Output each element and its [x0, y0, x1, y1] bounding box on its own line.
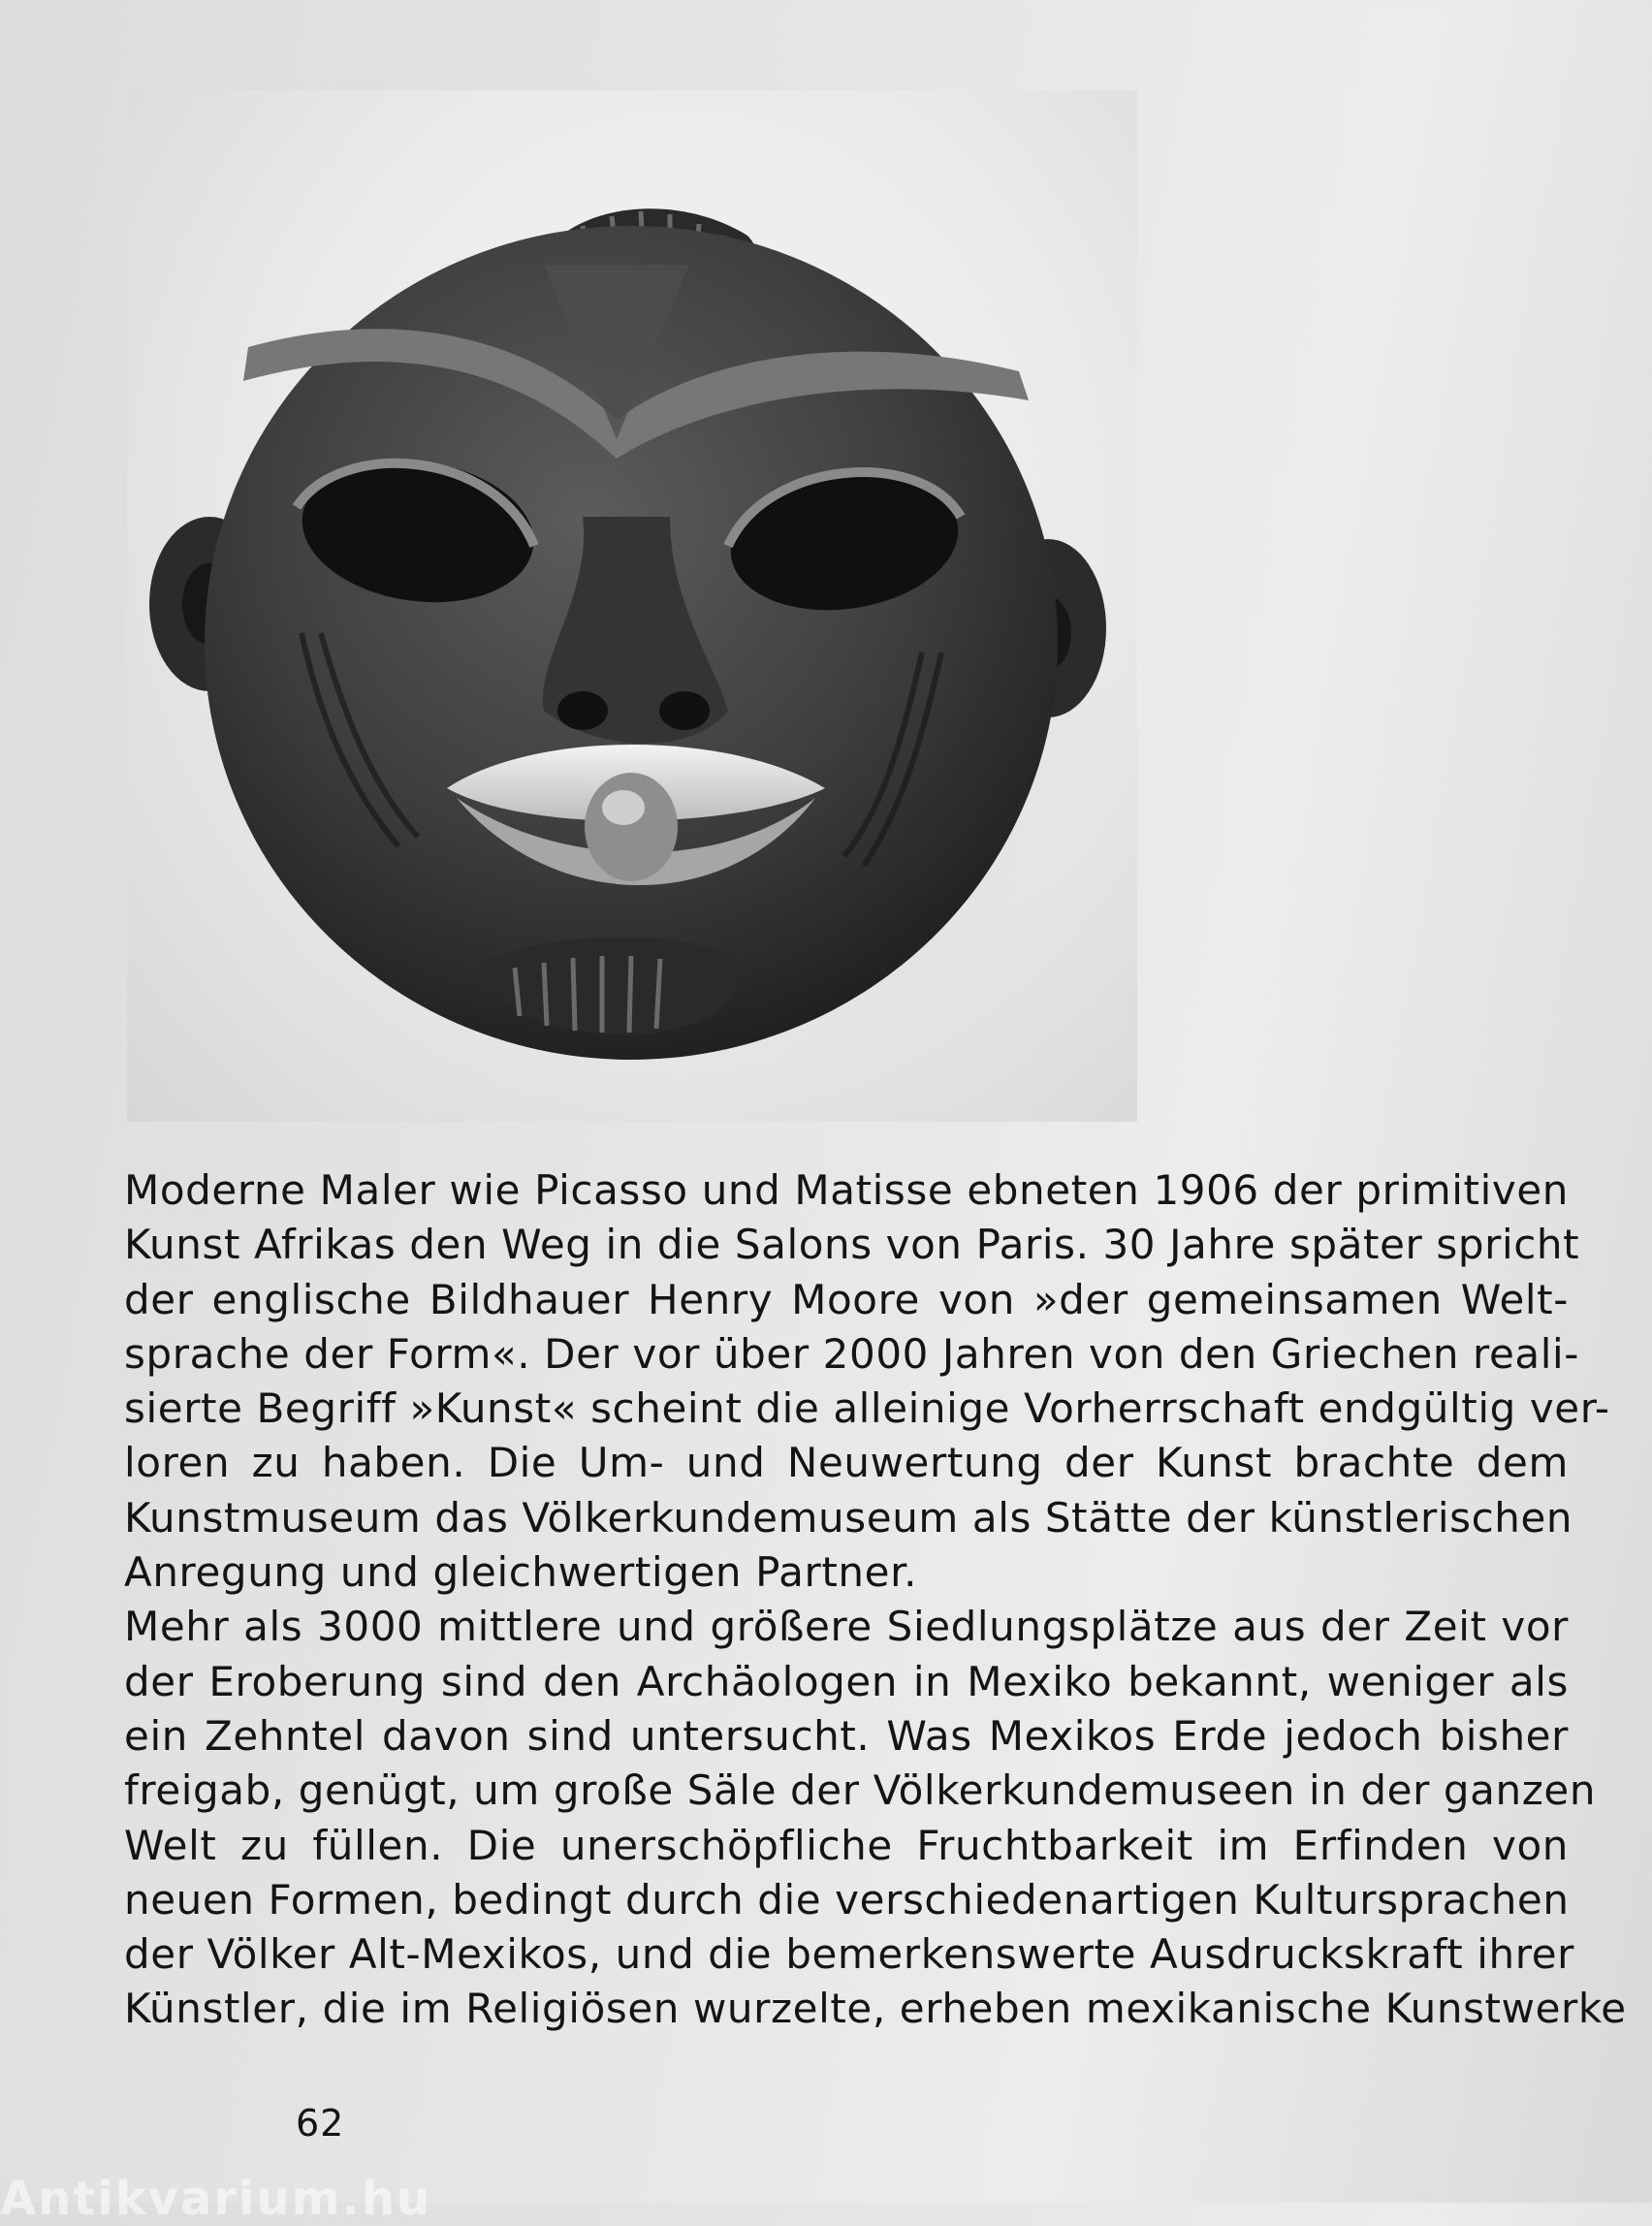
text-line: Mehr als 3000 mittlere und größere Siedlungsplätze aus der Zeit vor: [124, 1603, 1569, 1651]
text-line: Welt zu füllen. Die unerschöpfliche Fruchtbarkeit im Erfinden von: [124, 1821, 1569, 1869]
text-line: sierte Begriff »Kunst« scheint die alleinige Vorherrschaft endgültig ver-: [124, 1384, 1610, 1433]
body-text: [124, 1163, 1627, 2037]
page-number: 62: [296, 2102, 345, 2145]
text-line: Kunst Afrikas den Weg in die Salons von Paris. 30 Jahre später spricht: [124, 1221, 1580, 1269]
text-line: loren zu haben. Die Um- und Neuwertung der Kunst brachte dem: [124, 1439, 1569, 1487]
text-line: Anregung und gleichwertigen Partner.: [124, 1548, 918, 1597]
text-line: der Eroberung sind den Archäologen in Mexiko bekannt, weniger als: [124, 1657, 1569, 1705]
ceramic-mask-illustration: [127, 90, 1137, 1122]
text-line: sprache der Form«. Der vor über 2000 Jahren von den Griechen reali-: [124, 1329, 1580, 1378]
text-line: der englische Bildhauer Henry Moore von »der gemeinsamen Welt-: [124, 1275, 1569, 1323]
text-line: Kunstmuseum das Völkerkundemuseum als Stätte der künstlerischen: [124, 1493, 1573, 1542]
text-line: Moderne Maler wie Picasso und Matisse ebneten 1906 der primitiven: [124, 1166, 1569, 1214]
watermark: Antikvarium.hu: [0, 2172, 432, 2226]
text-line: der Völker Alt-Mexikos, und die bemerkenswerte Ausdruckskraft ihrer: [124, 1930, 1575, 1979]
text-line: ein Zehntel davon sind untersucht. Was Mexikos Erde jedoch bisher: [124, 1711, 1569, 1760]
mask-photo: [127, 90, 1137, 1122]
text-line: freigab, genügt, um große Säle der Völkerkundemuseen in der ganzen: [124, 1766, 1597, 1815]
text-line: Künstler, die im Religiösen wurzelte, erheben mexikanische Kunstwerke: [124, 1985, 1627, 2033]
text-line: neuen Formen, bedingt durch die verschiedenartigen Kultursprachen: [124, 1875, 1570, 1924]
